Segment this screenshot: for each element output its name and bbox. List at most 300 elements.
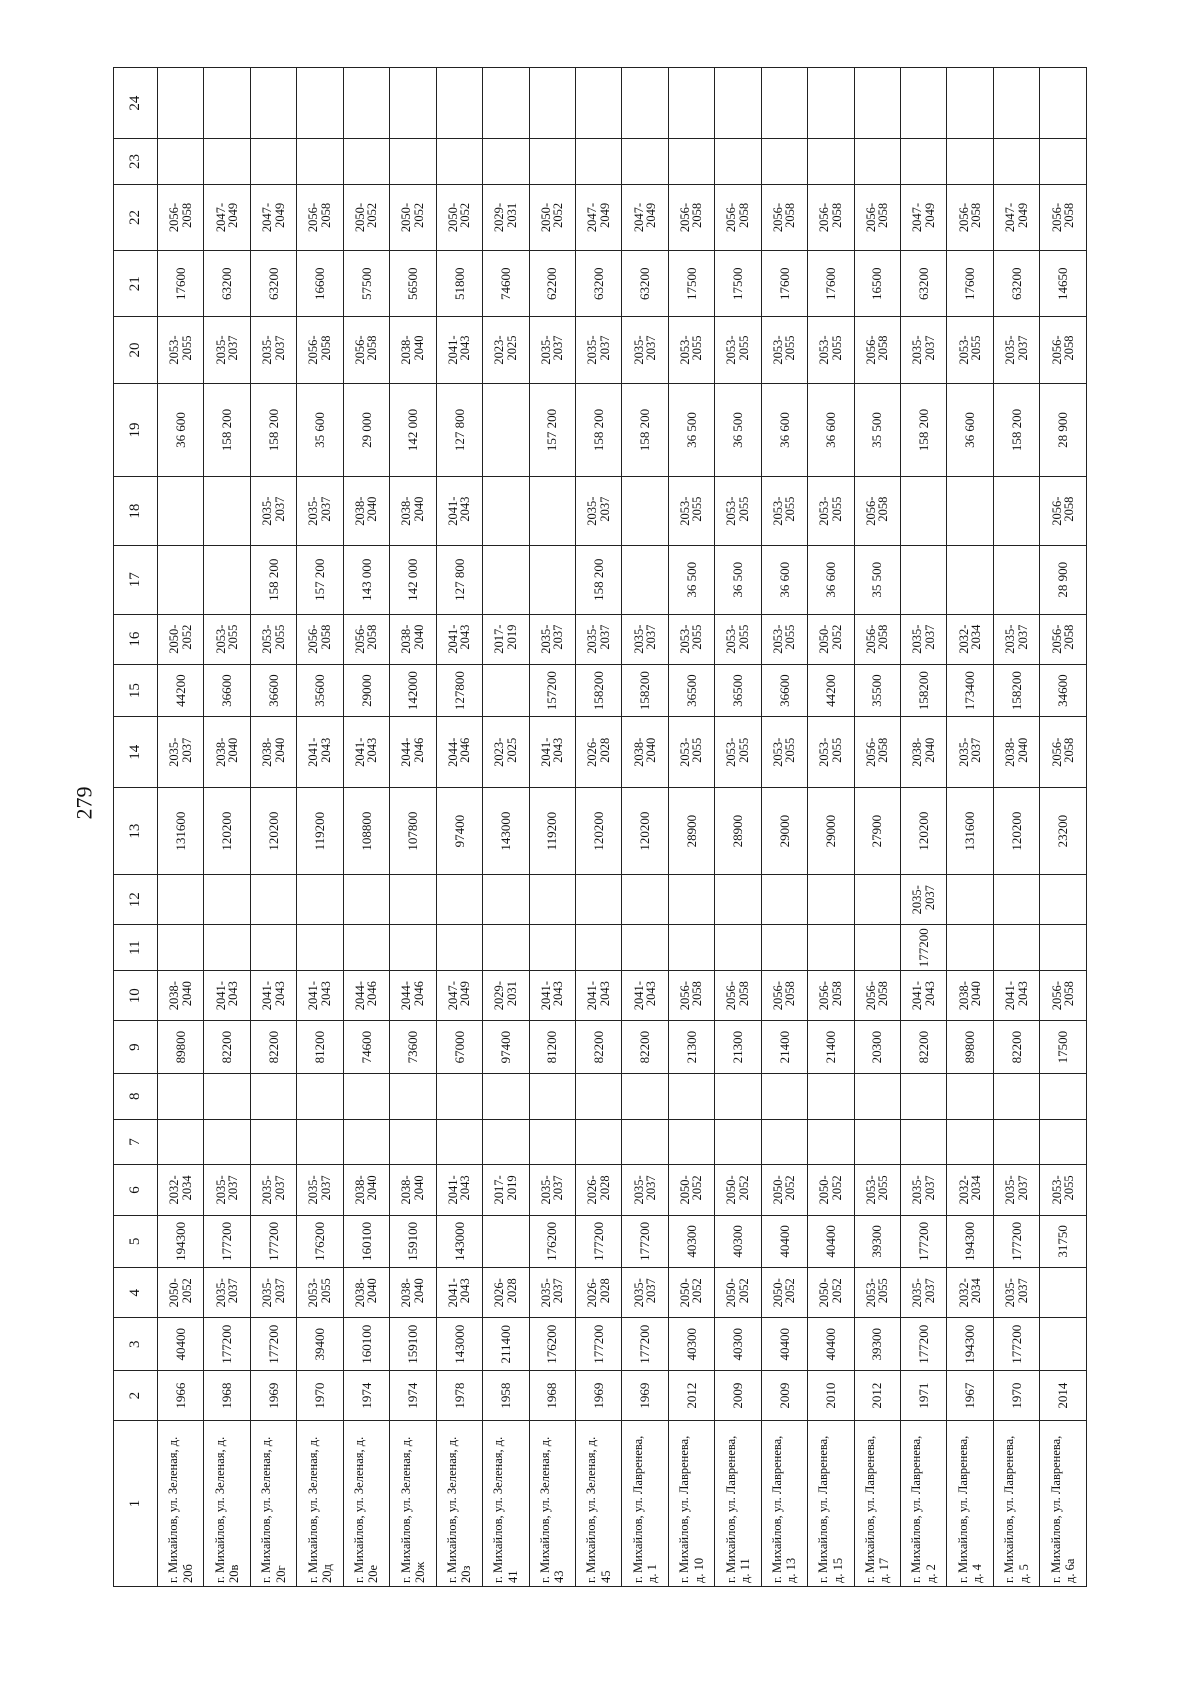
address-cell: г. Михайлов, ул. Зеленая, д. 41	[483, 1421, 529, 1587]
value-cell: 39300	[854, 1318, 900, 1371]
build-year-cell: 2009	[715, 1371, 761, 1421]
column-number-4: 4	[114, 1268, 158, 1318]
period-cell	[297, 875, 343, 925]
value-cell	[575, 68, 621, 139]
value-cell	[854, 1073, 900, 1119]
value-cell	[993, 139, 1039, 185]
period-cell	[297, 717, 343, 788]
period-cell	[529, 875, 575, 925]
period-cell	[529, 1165, 575, 1215]
value-cell: 16600	[297, 251, 343, 317]
value-cell: 40300	[715, 1318, 761, 1371]
period-cell	[1040, 614, 1087, 664]
period-value: 2038- 2040	[167, 981, 194, 1011]
value-cell	[343, 68, 389, 139]
period-cell	[901, 1268, 947, 1318]
period-cell	[343, 614, 389, 664]
value-cell	[575, 139, 621, 185]
column-number-7: 7	[114, 1119, 158, 1165]
period-cell	[668, 317, 714, 383]
period-value: 2041- 2043	[445, 1175, 473, 1205]
value-cell: 21300	[715, 1021, 761, 1074]
value-cell: 142 000	[390, 545, 436, 614]
value-cell: 158 200	[575, 383, 621, 477]
period-value: 2038- 2040	[631, 737, 659, 767]
value-cell: 73600	[390, 1021, 436, 1074]
period-cell	[808, 614, 854, 664]
value-cell: 40400	[761, 1318, 807, 1371]
value-cell: 63200	[901, 251, 947, 317]
rotated-table-container	[113, 67, 1087, 1587]
period-cell	[436, 477, 482, 546]
period-cell	[715, 875, 761, 925]
value-cell	[622, 1119, 668, 1165]
period-cell	[204, 477, 250, 546]
build-year-cell: 1958	[483, 1371, 529, 1421]
value-cell	[854, 1119, 900, 1165]
period-cell	[715, 1268, 761, 1318]
period-value: 2035- 2037	[631, 624, 659, 654]
period-value: 2032- 2034	[956, 624, 984, 654]
period-value: 2047- 2049	[445, 981, 473, 1011]
build-year-cell: 2010	[808, 1371, 854, 1421]
period-value: 2050- 2052	[817, 1175, 844, 1205]
value-cell: 177200	[575, 1318, 621, 1371]
table-row	[390, 68, 436, 1587]
period-cell	[901, 717, 947, 788]
period-cell	[529, 717, 575, 788]
value-cell: 142 000	[390, 383, 436, 477]
period-cell	[483, 477, 529, 546]
value-cell: 20300	[854, 1021, 900, 1074]
table-row	[483, 68, 529, 1587]
value-cell: 28900	[668, 788, 714, 875]
value-cell: 176200	[297, 1215, 343, 1268]
value-cell: 160100	[343, 1215, 389, 1268]
period-cell	[436, 717, 482, 788]
period-value: 2038- 2040	[1003, 737, 1030, 767]
value-cell	[947, 545, 993, 614]
period-value: 2056- 2058	[863, 335, 891, 365]
period-cell	[250, 477, 296, 546]
period-value: 2035- 2037	[1003, 624, 1030, 654]
value-cell	[854, 68, 900, 139]
period-value: 2050- 2052	[167, 624, 194, 654]
period-value: 2035- 2037	[956, 737, 984, 767]
period-cell	[390, 184, 436, 250]
value-cell: 36 500	[715, 545, 761, 614]
period-cell	[436, 971, 482, 1021]
period-value: 2053- 2055	[770, 737, 798, 767]
value-cell: 157 200	[529, 383, 575, 477]
period-cell	[761, 1165, 807, 1215]
table-row	[993, 68, 1039, 1587]
period-cell	[668, 717, 714, 788]
address-cell: г. Михайлов, ул. Лавренева, д. 10	[668, 1421, 714, 1587]
period-value: 2053- 2055	[770, 624, 798, 654]
period-value: 2041- 2043	[352, 737, 380, 767]
table-row	[1040, 68, 1087, 1587]
value-cell: 17600	[947, 251, 993, 317]
period-cell	[668, 971, 714, 1021]
period-cell	[761, 317, 807, 383]
period-value: 2035- 2037	[538, 335, 566, 365]
value-cell	[993, 545, 1039, 614]
value-cell: 120200	[250, 788, 296, 875]
value-cell: 176200	[529, 1318, 575, 1371]
period-value: 2023- 2025	[492, 737, 519, 767]
value-cell: 82200	[993, 1021, 1039, 1074]
value-cell	[1040, 139, 1087, 185]
period-value: 2035- 2037	[910, 885, 937, 915]
period-cell	[715, 717, 761, 788]
value-cell: 177200	[993, 1318, 1039, 1371]
period-cell	[854, 614, 900, 664]
period-cell	[808, 875, 854, 925]
value-cell: 29000	[808, 788, 854, 875]
period-cell	[250, 717, 296, 788]
column-number-11: 11	[114, 925, 158, 971]
value-cell	[854, 925, 900, 971]
value-cell: 82200	[622, 1021, 668, 1074]
value-cell: 63200	[575, 251, 621, 317]
value-cell	[483, 664, 529, 717]
period-value: 2041- 2043	[445, 335, 473, 365]
period-cell	[901, 184, 947, 250]
value-cell: 177200	[250, 1215, 296, 1268]
period-cell	[901, 477, 947, 546]
build-year-cell: 1978	[436, 1371, 482, 1421]
period-cell	[575, 875, 621, 925]
period-value: 2056- 2058	[677, 202, 705, 233]
period-value: 2053- 2055	[770, 335, 798, 365]
column-number-10: 10	[114, 971, 158, 1021]
value-cell: 63200	[622, 251, 668, 317]
period-value: 2047- 2049	[260, 202, 287, 233]
value-cell: 35500	[854, 664, 900, 717]
period-cell	[715, 184, 761, 250]
period-cell	[483, 184, 529, 250]
value-cell: 36600	[250, 664, 296, 717]
value-cell: 39400	[297, 1318, 343, 1371]
period-cell	[854, 1165, 900, 1215]
value-cell: 177200	[901, 1318, 947, 1371]
build-year-cell: 1968	[204, 1371, 250, 1421]
period-value: 2050- 2052	[724, 1278, 751, 1308]
period-value: 2041- 2043	[445, 1278, 473, 1308]
value-cell	[808, 1073, 854, 1119]
value-cell: 159100	[390, 1318, 436, 1371]
value-cell: 29000	[761, 788, 807, 875]
value-cell	[529, 1119, 575, 1165]
period-value: 2047- 2049	[585, 202, 612, 233]
value-cell	[158, 545, 204, 614]
value-cell	[947, 925, 993, 971]
value-cell: 56500	[390, 251, 436, 317]
value-cell	[390, 1119, 436, 1165]
period-value: 2032- 2034	[956, 1278, 984, 1308]
period-value: 2047- 2049	[213, 202, 241, 233]
period-value: 2041- 2043	[445, 496, 473, 526]
period-cell	[158, 477, 204, 546]
value-cell: 63200	[250, 251, 296, 317]
value-cell	[668, 139, 714, 185]
period-value: 2041- 2043	[538, 981, 566, 1011]
period-cell	[204, 1165, 250, 1215]
value-cell	[297, 68, 343, 139]
period-cell	[808, 184, 854, 250]
value-cell: 21400	[761, 1021, 807, 1074]
value-cell: 36 500	[668, 383, 714, 477]
value-cell: 34600	[1040, 664, 1087, 717]
period-value: 2056- 2058	[1049, 335, 1077, 365]
value-cell: 120200	[204, 788, 250, 875]
table-row	[529, 68, 575, 1587]
value-cell: 158 200	[575, 545, 621, 614]
column-number-3: 3	[114, 1318, 158, 1371]
table-row	[575, 68, 621, 1587]
period-cell	[1040, 184, 1087, 250]
value-cell	[761, 1073, 807, 1119]
value-cell: 143000	[436, 1215, 482, 1268]
value-cell: 36600	[761, 664, 807, 717]
period-cell	[668, 1268, 714, 1318]
period-value: 2053- 2055	[677, 737, 705, 767]
value-cell	[343, 925, 389, 971]
table-row	[854, 68, 900, 1587]
period-value: 2041- 2043	[585, 981, 612, 1011]
value-cell	[250, 1073, 296, 1119]
column-number-24: 24	[114, 68, 158, 139]
period-value: 2056- 2058	[677, 981, 705, 1011]
period-cell	[483, 614, 529, 664]
period-value: 2041- 2043	[445, 624, 473, 654]
period-cell	[1040, 1165, 1087, 1215]
value-cell: 63200	[204, 251, 250, 317]
period-cell	[993, 477, 1039, 546]
value-cell	[715, 68, 761, 139]
value-cell	[947, 1119, 993, 1165]
address-cell: г. Михайлов, ул. Лавренева, д. 6а	[1040, 1421, 1087, 1587]
column-number-5: 5	[114, 1215, 158, 1268]
period-value: 2053- 2055	[724, 737, 751, 767]
period-value: 2026- 2028	[585, 737, 612, 767]
value-cell: 28 900	[1040, 545, 1087, 614]
period-cell	[529, 971, 575, 1021]
period-cell	[436, 875, 482, 925]
period-value: 2056- 2058	[863, 981, 891, 1011]
value-cell	[622, 925, 668, 971]
value-cell: 36 600	[761, 383, 807, 477]
period-cell	[158, 1268, 204, 1318]
period-value: 2047- 2049	[1003, 202, 1030, 233]
build-year-cell: 2012	[668, 1371, 714, 1421]
period-cell	[993, 1268, 1039, 1318]
value-cell: 40300	[715, 1215, 761, 1268]
period-cell	[250, 875, 296, 925]
value-cell: 40400	[158, 1318, 204, 1371]
period-cell	[993, 1165, 1039, 1215]
address-cell: г. Михайлов, ул. Зеленая, д. 20ж	[390, 1421, 436, 1587]
value-cell	[483, 1215, 529, 1268]
value-cell: 143000	[436, 1318, 482, 1371]
build-year-cell: 1967	[947, 1371, 993, 1421]
period-cell	[529, 184, 575, 250]
period-cell	[390, 717, 436, 788]
value-cell: 119200	[297, 788, 343, 875]
value-cell: 158 200	[993, 383, 1039, 477]
period-value: 2050- 2052	[399, 202, 426, 233]
period-cell	[575, 477, 621, 546]
period-value: 2056- 2058	[167, 202, 194, 233]
value-cell: 82200	[204, 1021, 250, 1074]
period-cell	[529, 317, 575, 383]
period-cell	[529, 477, 575, 546]
value-cell: 143000	[483, 788, 529, 875]
table-row	[947, 68, 993, 1587]
period-value: 2035- 2037	[1003, 1175, 1030, 1205]
period-value: 2056- 2058	[956, 202, 984, 233]
period-value: 2026- 2028	[585, 1278, 612, 1308]
period-value: 2029- 2031	[492, 202, 519, 233]
value-cell	[436, 1119, 482, 1165]
period-cell	[250, 971, 296, 1021]
table-row	[668, 68, 714, 1587]
period-value: 2050- 2052	[724, 1175, 751, 1205]
period-value: 2035- 2037	[213, 335, 241, 365]
period-value: 2038- 2040	[399, 496, 426, 526]
period-cell	[483, 1268, 529, 1318]
period-cell	[622, 614, 668, 664]
period-cell	[575, 1165, 621, 1215]
value-cell	[158, 139, 204, 185]
column-number-header-row	[114, 68, 158, 1587]
value-cell: 127 800	[436, 383, 482, 477]
period-cell	[901, 317, 947, 383]
period-value: 2029- 2031	[492, 981, 519, 1011]
value-cell: 177200	[993, 1215, 1039, 1268]
period-value: 2035- 2037	[910, 335, 937, 365]
period-cell	[622, 875, 668, 925]
address-cell: г. Михайлов, ул. Зеленая, д. 20в	[204, 1421, 250, 1587]
value-cell	[204, 545, 250, 614]
period-value: 2056- 2058	[863, 496, 891, 526]
period-value: 2038- 2040	[399, 1175, 426, 1205]
period-value: 2050- 2052	[352, 202, 380, 233]
value-cell	[1040, 1318, 1087, 1371]
period-cell	[343, 875, 389, 925]
value-cell: 120200	[575, 788, 621, 875]
page-number: 279	[71, 786, 97, 820]
period-cell	[390, 875, 436, 925]
period-cell	[808, 317, 854, 383]
period-cell	[204, 1268, 250, 1318]
period-value: 2056- 2058	[1049, 624, 1077, 654]
period-cell	[158, 971, 204, 1021]
value-cell	[808, 925, 854, 971]
period-cell	[715, 1165, 761, 1215]
value-cell	[901, 1073, 947, 1119]
value-cell: 35 500	[854, 383, 900, 477]
period-value: 2044- 2046	[445, 737, 473, 767]
table-row	[901, 68, 947, 1587]
period-value: 2056- 2058	[1049, 202, 1077, 233]
period-cell	[715, 317, 761, 383]
column-number-2: 2	[114, 1371, 158, 1421]
period-value: 2050- 2052	[167, 1278, 194, 1308]
column-number-23: 23	[114, 139, 158, 185]
period-value: 2056- 2058	[817, 981, 844, 1011]
value-cell	[668, 1119, 714, 1165]
period-value: 2041- 2043	[538, 737, 566, 767]
address-cell: г. Михайлов, ул. Зеленая, д. 20е	[343, 1421, 389, 1587]
period-value: 2053- 2055	[724, 496, 751, 526]
value-cell	[250, 1119, 296, 1165]
period-cell	[761, 184, 807, 250]
column-number-22: 22	[114, 184, 158, 250]
period-value: 2035- 2037	[585, 335, 612, 365]
period-cell	[1040, 1268, 1087, 1318]
period-cell	[250, 184, 296, 250]
value-cell	[436, 1073, 482, 1119]
period-value: 2053- 2055	[817, 737, 844, 767]
value-cell: 158 200	[901, 383, 947, 477]
period-cell	[250, 1165, 296, 1215]
value-cell	[622, 68, 668, 139]
period-value: 2053- 2055	[213, 624, 241, 654]
column-number-9: 9	[114, 1021, 158, 1074]
period-cell	[158, 717, 204, 788]
period-cell	[854, 184, 900, 250]
value-cell: 82200	[575, 1021, 621, 1074]
value-cell	[622, 139, 668, 185]
period-value: 2050- 2052	[770, 1278, 798, 1308]
period-cell	[854, 717, 900, 788]
value-cell: 40300	[668, 1318, 714, 1371]
period-cell	[901, 614, 947, 664]
value-cell: 108800	[343, 788, 389, 875]
period-cell	[622, 1165, 668, 1215]
period-cell	[761, 971, 807, 1021]
address-cell: г. Михайлов, ул. Лавренева, д. 13	[761, 1421, 807, 1587]
value-cell: 28900	[715, 788, 761, 875]
value-cell: 127 800	[436, 545, 482, 614]
value-cell: 158 200	[250, 383, 296, 477]
value-cell: 158 200	[204, 383, 250, 477]
value-cell	[575, 1119, 621, 1165]
value-cell: 36 600	[761, 545, 807, 614]
period-cell	[343, 971, 389, 1021]
period-value: 2038- 2040	[956, 981, 984, 1011]
address-cell: г. Михайлов, ул. Лавренева, д. 2	[901, 1421, 947, 1587]
period-cell	[297, 614, 343, 664]
period-value: 2038- 2040	[399, 1278, 426, 1308]
column-number-15: 15	[114, 664, 158, 717]
value-cell	[529, 1073, 575, 1119]
value-cell	[622, 545, 668, 614]
period-value: 2053- 2055	[863, 1175, 891, 1205]
period-cell	[390, 477, 436, 546]
value-cell	[343, 1073, 389, 1119]
address-cell: г. Михайлов, ул. Зеленая, д. 20з	[436, 1421, 482, 1587]
period-cell	[761, 477, 807, 546]
value-cell: 160100	[343, 1318, 389, 1371]
period-value: 2053- 2055	[677, 335, 705, 365]
value-cell	[622, 1073, 668, 1119]
period-cell	[204, 717, 250, 788]
period-cell	[1040, 477, 1087, 546]
build-year-cell: 1971	[901, 1371, 947, 1421]
